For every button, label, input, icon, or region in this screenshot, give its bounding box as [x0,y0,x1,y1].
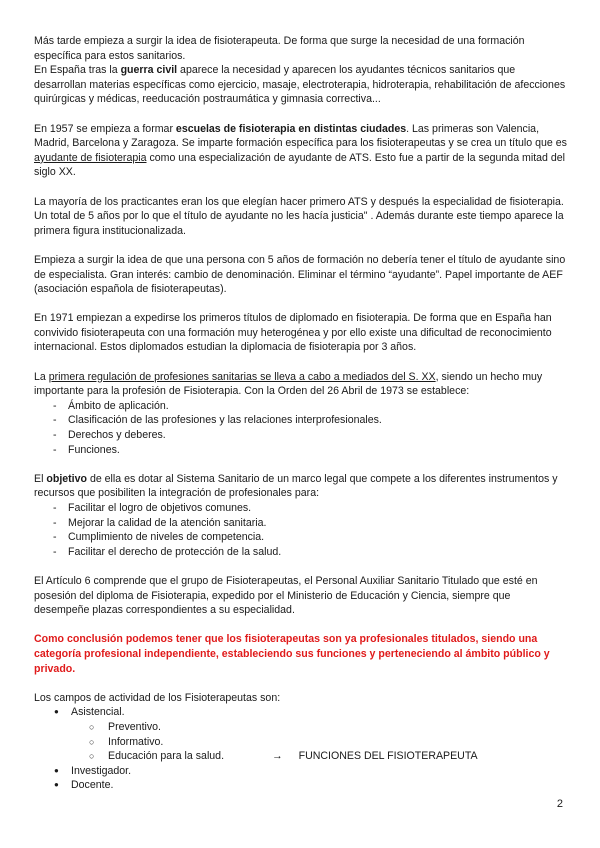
list-item: - Mejorar la calidad de la atención sanitaria. [34,516,567,531]
paragraph-campos-intro: Los campos de actividad de los Fisioterapeutas son: [34,691,281,704]
list-item [71,749,567,764]
list-objetivo [34,501,567,559]
paragraph-practicantes: La mayoría de los practicantes eran los que elegían hacer primero ATS y después la especialidad de fisioterapia. Un total de 5 años por lo que el título de ayudante no les hacía justicia" . Además durante este tiempo aparece la primera figura institucionalizada. [34,195,564,237]
list-item-docente: ● Docente. [34,778,567,793]
list-item: - Clasificación de las profesiones y las relaciones interprofesionales. [34,413,567,428]
right-arrow-icon: → [272,750,283,763]
paragraph-regulacion: La primera regulación de profesiones sanitarias se lleva a cabo a mediados del S. XX, siendo un hecho muy importante para la profesión de Fisioterapia. Con la Orden del 26 Abril de 1973 se establece: [34,370,543,398]
list-item: - Facilitar el logro de objetivos comunes. [34,501,567,516]
list-asistencial-sub [71,720,567,764]
list-item: ○ Preventivo. [71,720,567,735]
list-item-asistencial: ● Asistencial. ○ Preventivo. ○ Informativo. ○ Educación para la salud. → FUNCIONES DEL FISIOTERAPEUTA [34,705,567,763]
educacion-label: Educación para la salud. [108,750,225,763]
paragraph-guerra-civil: En España tras la guerra civil aparece la necesidad y aparecen los ayudantes técnicos sanitarios que desarrollan materias específicas como ejercicio, masaje, electroterapia, hidroterapia, rehabilitación de afecciones quirúrgicas y médicas, reeducación postraumática y gimnasia correctiva... [34,64,566,106]
list-item: - Cumplimiento de niveles de competencia. [34,530,567,545]
list-item: - Facilitar el derecho de protección de la salud. [34,545,567,560]
list-item: - Ámbito de aplicación. [34,399,567,414]
paragraph-articulo-6: El Artículo 6 comprende que el grupo de Fisioterapeutas, el Personal Auxiliar Sanitario Titulado que esté en posesión del diploma de Fisioterapia, expedido por el Ministerio de Educación y Ciencia, siempre que desempeñe plazas correspondientes a su especialidad. [34,574,538,617]
list-campos [34,705,567,793]
list-item-investigador: ● Investigador. [34,764,567,779]
list-item: ○ Informativo. [71,735,567,750]
paragraph-conclusion: Como conclusión podemos tener que los fisioterapeutas son ya profesionales titulados, siendo una categoría profesional independiente, estableciendo sus funciones y perteneciendo al ámbito público y privado. [34,633,550,675]
list-item: - Funciones. [34,443,567,458]
underlined-ayudante: ayudante de fisioterapia [34,151,147,164]
list-item: - Derechos y deberes. [34,428,567,443]
page-number: 2 [556,798,563,810]
paragraph-1957: En 1957 se empieza a formar escuelas de fisioterapia en distintas ciudades. Las primeras son Valencia, Madrid, Barcelona y Zaragoza. Se imparte formación específica para los fisioterapeutas y se crea un título que es ayudante de fisioterapia como una especialización de ayudante de ATS. Esto fue a partir de la segunda mitad del siglo XX. [34,122,567,179]
paragraph-formacion: Más tarde empieza a surgir la idea de fisioterapeuta. De forma que surge la necesidad de una formación específica para estos sanitarios. [34,35,525,62]
underlined-regulacion: primera regulación de profesiones sanitarias se lleva a cabo a mediados del S. XX [48,370,436,383]
paragraph-objetivo: El objetivo de ella es dotar al Sistema Sanitario de un marco legal que compete a los diferentes instrumentos y recursos que posibiliten la integración de profesionales para: [34,472,558,500]
list-orden [34,399,567,457]
bold-escuelas: escuelas de fisioterapia en distintas ciudades [175,122,407,135]
paragraph-especialista: Empieza a surgir la idea de que una persona con 5 años de formación no debería tener el título de ayudante sino de especialista. Gran interés: cambio de denominación. Eliminar el término “ayudante”. Papel importante de AEF (asociación española de fisioterapeutas). [34,253,566,296]
bold-objetivo: objetivo [46,472,87,485]
bold-guerra-civil: guerra civil [120,64,178,77]
document-page [34,34,567,793]
funciones-label: FUNCIONES DEL FISIOTERAPEUTA [298,750,478,763]
paragraph-1971: En 1971 empiezan a expedirse los primeros títulos de diplomado en fisioterapia. De forma que en España han convivido fisioterapeuta con una formación muy heterogénea y por ello existe una dificultad de reconocimiento internacional. Estos diplomados estudian la diplomacia de fisioterapia por 3 años. [34,312,552,354]
